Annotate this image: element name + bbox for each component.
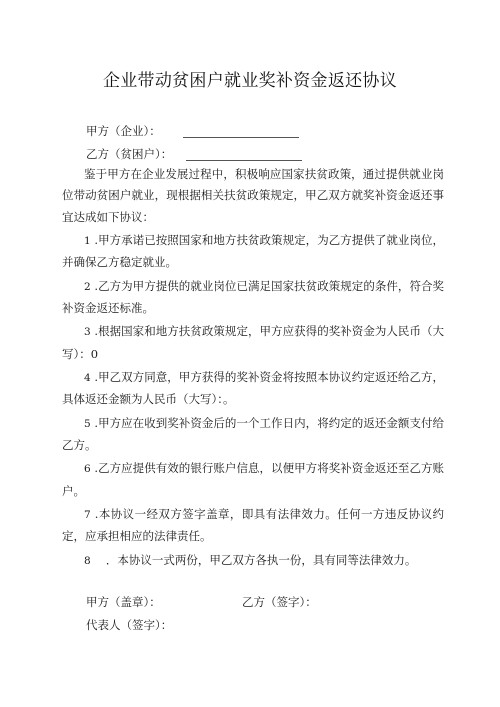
clause-6: [62, 458, 444, 502]
clause-text: .根据国家和地方扶贫政策规定，甲方应获得的奖补资金为人民币（大写）：0: [62, 324, 445, 361]
clause-number: 3: [84, 326, 91, 339]
clause-number: 7: [84, 509, 91, 522]
clause-number: 4: [84, 372, 91, 385]
clause-5: [62, 413, 444, 457]
clause-text: .甲方承诺已按照国家和地方扶贫政策规定，为乙方提供了就业岗位，并确保乙方稳定就业。: [62, 232, 445, 270]
clause-3: [62, 321, 444, 365]
representative-signature-label: 代表人（签字）：: [86, 618, 173, 632]
agreement-body: [62, 164, 444, 574]
clause-text: .乙方应提供有效的银行账户信息，以便甲方将奖补资金返还至乙方账户。: [62, 461, 445, 498]
clause-1: [62, 230, 444, 274]
clause-7: [62, 504, 444, 548]
party-a-label: 甲方（企业）：: [86, 124, 161, 138]
party-a-line: [86, 124, 299, 138]
clause-text: .乙方为甲方提供的就业岗位已满足国家扶贫政策规定的条件，符合奖补资金返还标准。: [62, 278, 445, 315]
clause-text: .甲方应在收到奖补资金后的一个工作日内，将约定的返还金额支付给乙方。: [62, 415, 445, 453]
clause-number: 5: [84, 417, 91, 430]
party-a-seal-label: 甲方（盖章）：: [86, 595, 161, 609]
preamble: 鉴于甲方在企业发展过程中，积极响应国家扶贫政策，通过提供就业岗位带动贫困户就业，现根据相关扶贫政策规定，甲乙双方就奖补资金返还事宜达成如下协议：: [62, 167, 444, 224]
clause-number: 2: [84, 280, 91, 293]
party-b-label: 乙方（贫困户）：: [86, 147, 173, 161]
clause-2: [62, 276, 444, 320]
party-b-blank: [186, 150, 302, 161]
clause-text: .甲乙双方同意，甲方获得的奖补资金将按照本协议约定返还给乙方，具体返还金额为人民币（大写）：。: [62, 370, 445, 407]
party-a-blank: [183, 127, 299, 138]
party-b-line: [86, 147, 302, 161]
document-title: 企业带动贫困户就业奖补资金返还协议: [102, 71, 398, 91]
clause-8: [62, 550, 444, 572]
party-b-signature-label: 乙方（签字）：: [242, 595, 317, 609]
clause-number: 1: [84, 234, 91, 247]
clause-text: .本协议一经双方签字盖章，即具有法律效力。任何一方违反协议约定，应承担相应的法律责任。: [62, 507, 445, 544]
clause-4: [62, 367, 444, 411]
clause-number: 8: [84, 554, 91, 567]
clause-number: 6: [84, 463, 91, 476]
clause-text: ．本协议一式两份，甲乙双方各执一份，具有同等法律效力。: [94, 552, 417, 567]
